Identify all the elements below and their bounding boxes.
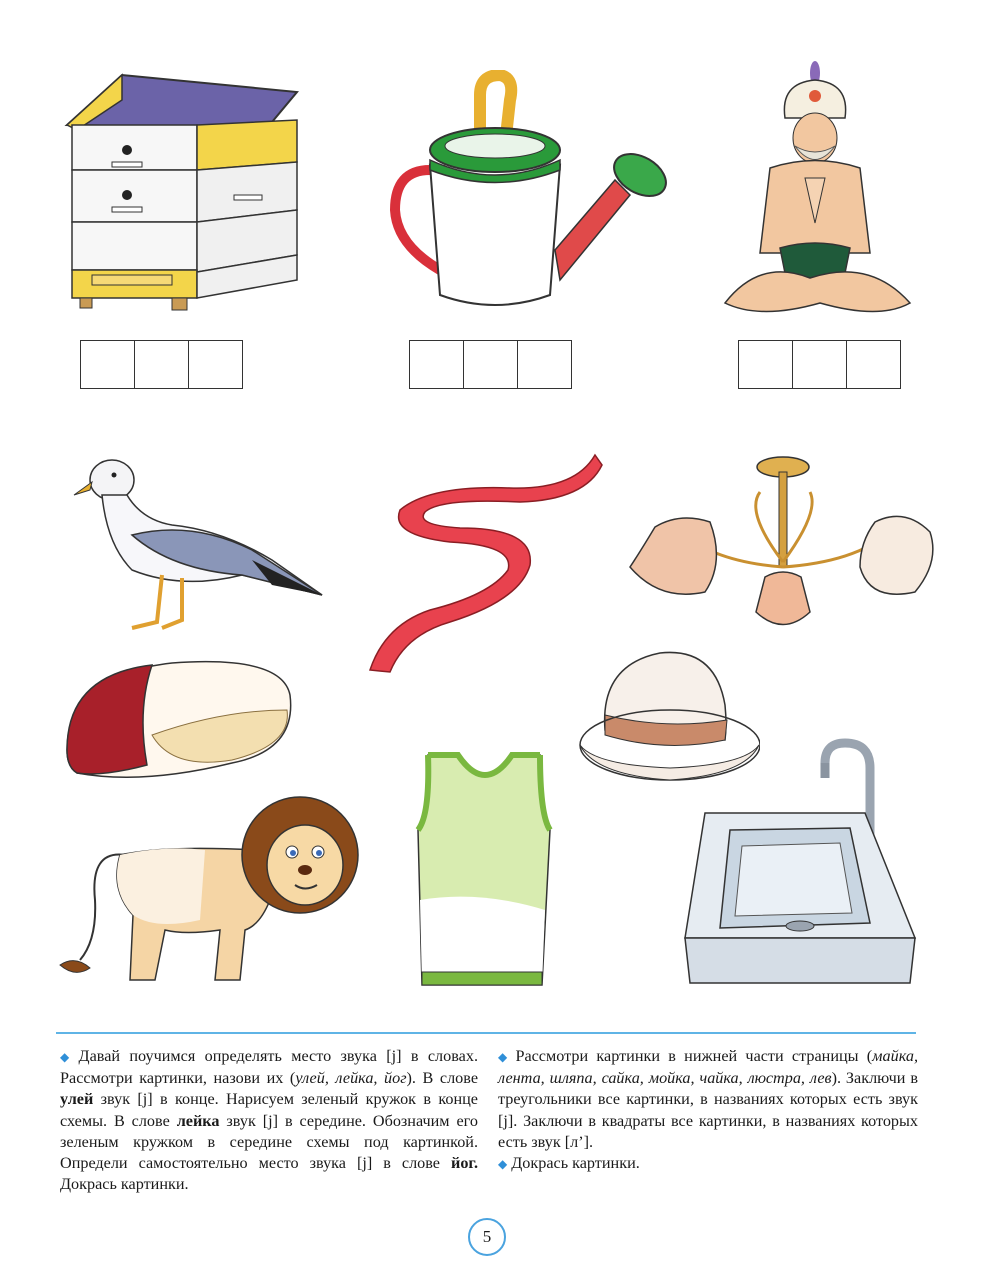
ribbon-icon [340,450,605,675]
instruction-right [498,1046,918,1175]
instruction-text: звук [j] в середине. Обозначим его зеленым кружком в середине схемы под картинкой. Определи самостоятельно место звука [j] в слове [60,1111,478,1173]
bullet-icon: ◆ [60,1050,75,1064]
bun-icon [62,655,297,785]
instruction-text: Рассмотри картинки в нижней части страницы ( [515,1047,873,1065]
page-number: 5 [468,1218,506,1256]
instruction-text: звук [j] в конце. Нарисуем зеленый кружок в конце схемы. В слове [60,1090,478,1130]
scheme-cell[interactable] [739,341,792,388]
scheme-cell[interactable] [792,341,846,388]
beehive-icon [62,70,302,315]
sound-scheme-watering-can[interactable] [409,340,572,389]
instruction-text: Давай поучимся определять место звука [j] в словах. Рассмотри картинки, назови их ( [60,1047,478,1088]
instruction-text: Докрась картинки. [60,1175,189,1194]
bullet-icon: ◆ [498,1157,508,1172]
tank-top-icon [410,750,560,990]
lion-icon [55,790,365,990]
instruction-text: ). Заключи в треугольники все картинки, в названиях которых есть звук [j]. Заключи в квадраты все картинки, в названиях которых есть звук [л’]. [498,1069,919,1151]
scheme-cell[interactable] [81,341,134,388]
keyword: йог. [451,1154,478,1173]
keyword: улей [60,1090,94,1109]
section-divider [56,1032,916,1034]
seagull-icon [72,450,327,635]
instruction-text: ). В слове [406,1069,478,1088]
scheme-cell[interactable] [188,341,242,388]
sink-icon [680,738,920,988]
sound-scheme-yogi[interactable] [738,340,901,389]
chandelier-icon [625,452,945,637]
scheme-cell[interactable] [410,341,463,388]
scheme-cell[interactable] [134,341,188,388]
word-examples: улей, лейка, йог [295,1069,407,1088]
bullet-icon: ◆ [498,1050,512,1064]
word-examples: майка, лента, шляпа, сайка, мойка, чайка, люстра, лев [498,1047,918,1088]
keyword: лейка [176,1111,220,1130]
watering-can-icon [385,70,675,315]
instruction-left [60,1046,478,1195]
instruction-text: Докрась картинки. [511,1154,640,1173]
scheme-cell[interactable] [517,341,571,388]
yogi-icon [720,58,915,323]
scheme-cell[interactable] [463,341,517,388]
sound-scheme-beehive[interactable] [80,340,243,389]
scheme-cell[interactable] [846,341,900,388]
